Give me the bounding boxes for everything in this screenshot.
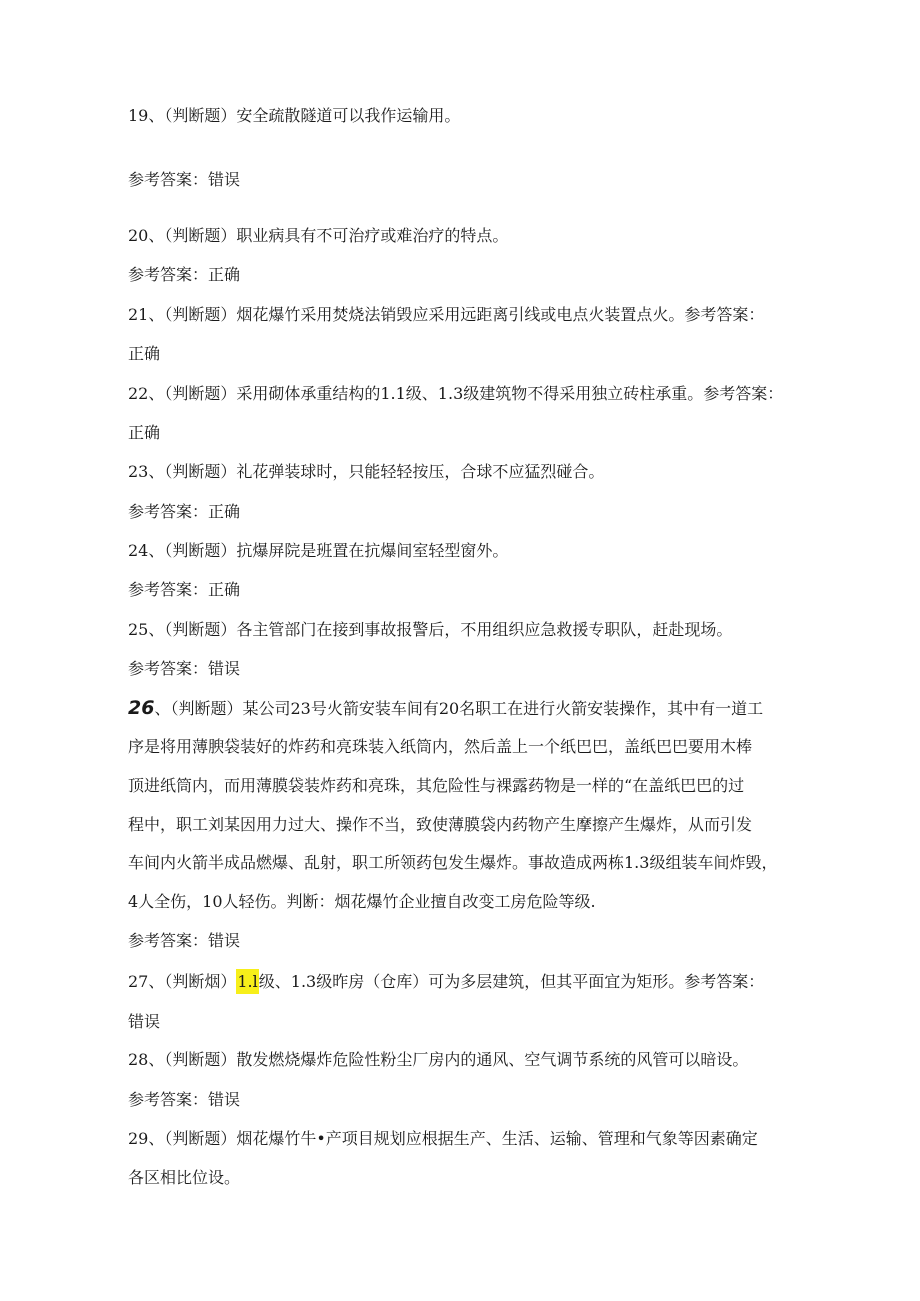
q27-prefix: 27、（判断烟） [128,972,237,991]
q26-line5: 车间内火箭半成品燃爆、乱射，职工所领药包发生爆炸。事故造成两栋1.3级组装车间炸毁， [128,853,778,872]
q22-line2: 正确 [128,423,161,442]
q26-line4: 程中，职工刘某因用力过大、操作不当，致使薄膜袋内药物产生摩擦产生爆炸，从而引发 [128,815,753,834]
q28: 28、（判断题）散发燃烧爆炸危险性粉尘厂房内的通风、空气调节系统的风管可以暗设。 [128,1050,749,1069]
q22-line1: 22、（判断题）采用砌体承重结构的1.1级、1.3级建筑物不得采用独立砖柱承重。参考答案： [128,384,784,403]
a20: 参考答案：正确 [128,265,241,284]
q26-text: 、（判断题）某公司23号火箭安装车间有20名职工在进行火箭安装操作，其中有一道工 [154,699,764,718]
q27-line2: 错误 [128,1012,161,1031]
q26-line2: 序是将用薄腴袋装好的炸药和亮珠装入纸筒内，然后盖上一个纸巴巴，盖纸巴巴要用木棒 [128,737,753,756]
q26-line3: 顶进纸筒内，而用薄膜袋装炸药和亮珠，其危险性与裸露药物是一样的“在盖纸巴巴的过 [128,776,745,795]
q27-highlight: 1.l [236,969,258,994]
a24: 参考答案：正确 [128,580,241,599]
q19: 19、（判断题）安全疏散隧道可以我作运输用。 [128,106,461,125]
q29-line1: 29、（判断题）烟花爆竹牛•产项目规划应根据生产、生活、运输、管理和气象等因素确定 [128,1129,758,1148]
q23: 23、（判断题）礼花弹装球时，只能轻轻按压，合球不应猛烈碰合。 [128,462,605,481]
a19: 参考答案：错误 [128,170,241,189]
a28: 参考答案：错误 [128,1090,241,1109]
q25: 25、（判断题）各主管部门在接到事故报警后，不用组织应急救援专职队，赶赴现场。 [128,620,733,639]
q27-line1 [128,972,764,992]
q27-suffix: 级、1.3级昨房（仓库）可为多层建筑，但其平面宜为矩形。参考答案： [258,972,765,991]
q26-line6: 4人全伤，10人轻伤。判断：烟花爆竹企业擅自改变工房危险等级. [128,892,596,911]
q20: 20、（判断题）职业病具有不可治疗或难治疗的特点。 [128,226,509,245]
q24: 24、（判断题）抗爆屏院是班置在抗爆间室轻型窗外。 [128,541,509,560]
a26: 参考答案：错误 [128,931,241,950]
a23: 参考答案：正确 [128,502,241,521]
a25: 参考答案：错误 [128,659,241,678]
q21-line1: 21、（判断题）烟花爆竹采用焚烧法销毁应采用远距离引线或电点火装置点火。参考答案： [128,305,765,324]
q29-line2: 各区相比位设。 [128,1168,241,1187]
q26-number: 26 [128,697,155,719]
q26-line1 [128,698,763,719]
q21-line2: 正确 [128,344,161,363]
